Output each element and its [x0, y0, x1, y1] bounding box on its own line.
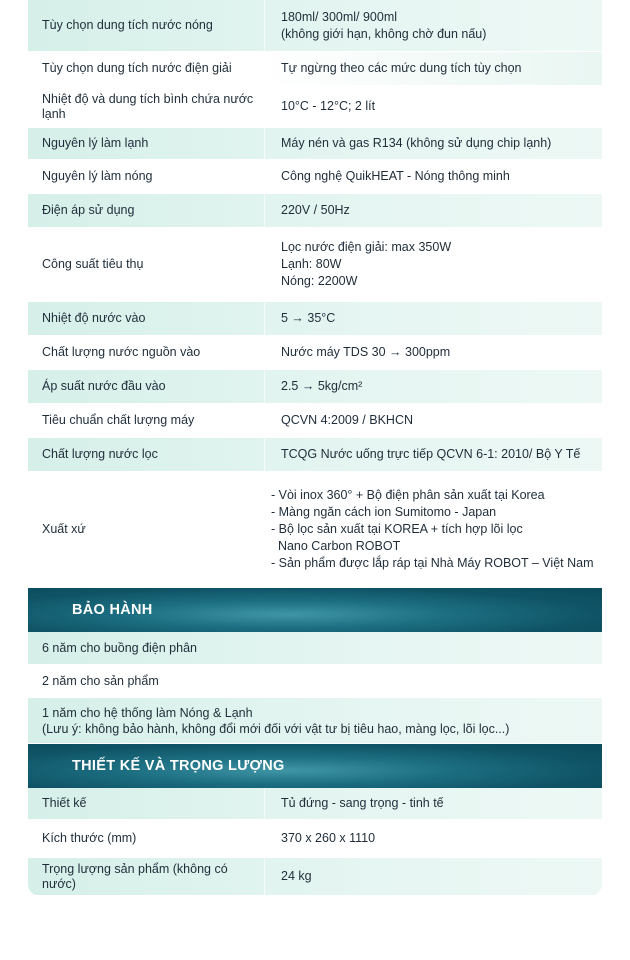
spec-value — [264, 128, 602, 159]
spec-value — [264, 370, 602, 403]
spec-key: Điện áp sử dụng — [42, 203, 135, 217]
design-key: Kích thước (mm) — [42, 831, 137, 845]
specs-table — [28, 0, 602, 588]
spec-row — [28, 438, 602, 472]
spec-row — [28, 52, 602, 86]
warranty-header — [28, 588, 602, 632]
spec-key: Xuất xứ — [42, 522, 86, 536]
spec-value-line: Công nghệ QuikHEAT - Nóng thông minh — [281, 169, 510, 183]
spec-row — [28, 302, 602, 336]
spec-key: Tiêu chuẩn chất lượng máy — [42, 413, 195, 427]
spec-row — [28, 194, 602, 228]
spec-value-line: Nano Carbon ROBOT — [271, 539, 401, 553]
spec-value-line: Lọc nước điện giải: max 350W — [281, 240, 452, 254]
spec-key: Áp suất nước đầu vào — [42, 379, 166, 393]
spec-value — [264, 0, 602, 51]
spec-value-line: Máy nén và gas R134 (không sử dụng chip lạnh) — [281, 136, 552, 150]
spec-key: Nguyên lý làm lạnh — [42, 136, 149, 150]
spec-value — [264, 160, 602, 193]
spec-value-line: QCVN 4:2009 / BKHCN — [281, 413, 413, 427]
design-key: Thiết kế — [42, 796, 87, 810]
spec-value — [264, 228, 602, 301]
spec-value-line: - Vòi inox 360° + Bộ điện phân sản xuất tại Korea — [271, 488, 545, 502]
spec-value — [264, 472, 602, 587]
spec-row — [28, 0, 602, 52]
spec-value-line: 220V / 50Hz — [281, 203, 350, 217]
spec-key: Tùy chọn dung tích nước nóng — [42, 18, 213, 32]
spec-value-line: 2.5 → 5kg/cm² — [281, 379, 363, 393]
spec-value — [264, 336, 602, 369]
spec-value-line: Nước máy TDS 30 → 300ppm — [281, 345, 451, 359]
spec-key: Chất lượng nước lọc — [42, 447, 158, 461]
spec-value-line: (không giới hạn, không chờ đun nấu) — [281, 26, 487, 41]
spec-value-line: - Bộ lọc sản xuất tại KOREA + tích hợp lõi lọc — [271, 522, 523, 536]
spec-sheet — [28, 0, 602, 896]
spec-row — [28, 404, 602, 438]
design-header — [28, 744, 602, 788]
spec-row — [28, 228, 602, 302]
design-table — [28, 788, 602, 896]
spec-value — [264, 86, 602, 127]
design-row — [28, 858, 602, 896]
warranty-item — [28, 632, 602, 665]
design-value: 24 kg — [264, 858, 602, 895]
design-title: THIẾT KẾ VÀ TRỌNG LƯỢNG — [72, 758, 285, 774]
spec-value-line: Nóng: 2200W — [281, 274, 358, 288]
spec-value-line: TCQG Nước uống trực tiếp QCVN 6-1: 2010/ Bộ Y Tế — [281, 447, 581, 461]
spec-value — [264, 52, 602, 85]
warranty-list — [28, 632, 602, 744]
design-value: 370 x 260 x 1110 — [264, 820, 602, 857]
spec-value-line: 5 → 35°C — [281, 311, 336, 325]
spec-row — [28, 128, 602, 160]
spec-value-line: - Sản phẩm được lắp ráp tại Nhà Máy ROBOT – Việt Nam — [271, 556, 594, 570]
warranty-item-text: 2 năm cho sản phẩm — [42, 674, 159, 688]
warranty-item-note: (Lưu ý: không bảo hành, không đổi mới đối với vật tư bị tiêu hao, màng lọc, lõi lọc...) — [42, 721, 510, 736]
spec-row — [28, 472, 602, 588]
design-row — [28, 820, 602, 858]
spec-value-line: - Màng ngăn cách ion Sumitomo - Japan — [271, 505, 497, 519]
warranty-title: BẢO HÀNH — [72, 602, 153, 618]
spec-value-line: 10°C - 12°C; 2 lít — [281, 99, 376, 113]
spec-row — [28, 86, 602, 128]
spec-value-line: Lạnh: 80W — [281, 257, 342, 271]
spec-key: Tùy chọn dung tích nước điện giải — [42, 61, 232, 75]
warranty-item — [28, 665, 602, 698]
spec-row — [28, 336, 602, 370]
spec-key: Nhiệt độ và dung tích bình chứa nước lạnh — [42, 91, 254, 121]
spec-key: Chất lượng nước nguồn vào — [42, 345, 201, 359]
warranty-item-text: 1 năm cho hệ thống làm Nóng & Lạnh — [42, 705, 253, 720]
warranty-item-text: 6 năm cho buồng điện phân — [42, 641, 197, 655]
spec-key: Công suất tiêu thụ — [42, 257, 144, 271]
spec-value-line: Tự ngừng theo các mức dung tích tùy chọn — [281, 61, 522, 75]
warranty-item — [28, 698, 602, 744]
spec-row — [28, 160, 602, 194]
spec-value — [264, 404, 602, 437]
spec-key: Nguyên lý làm nóng — [42, 169, 153, 183]
spec-value — [264, 438, 602, 471]
spec-key: Nhiệt độ nước vào — [42, 311, 146, 325]
spec-value — [264, 302, 602, 335]
spec-value — [264, 194, 602, 227]
design-row — [28, 788, 602, 820]
spec-value-line: 180ml/ 300ml/ 900ml — [281, 9, 398, 24]
design-value: Tủ đứng - sang trọng - tinh tế — [264, 788, 602, 819]
design-key: Trọng lượng sản phẩm (không có nước) — [42, 861, 228, 891]
spec-row — [28, 370, 602, 404]
